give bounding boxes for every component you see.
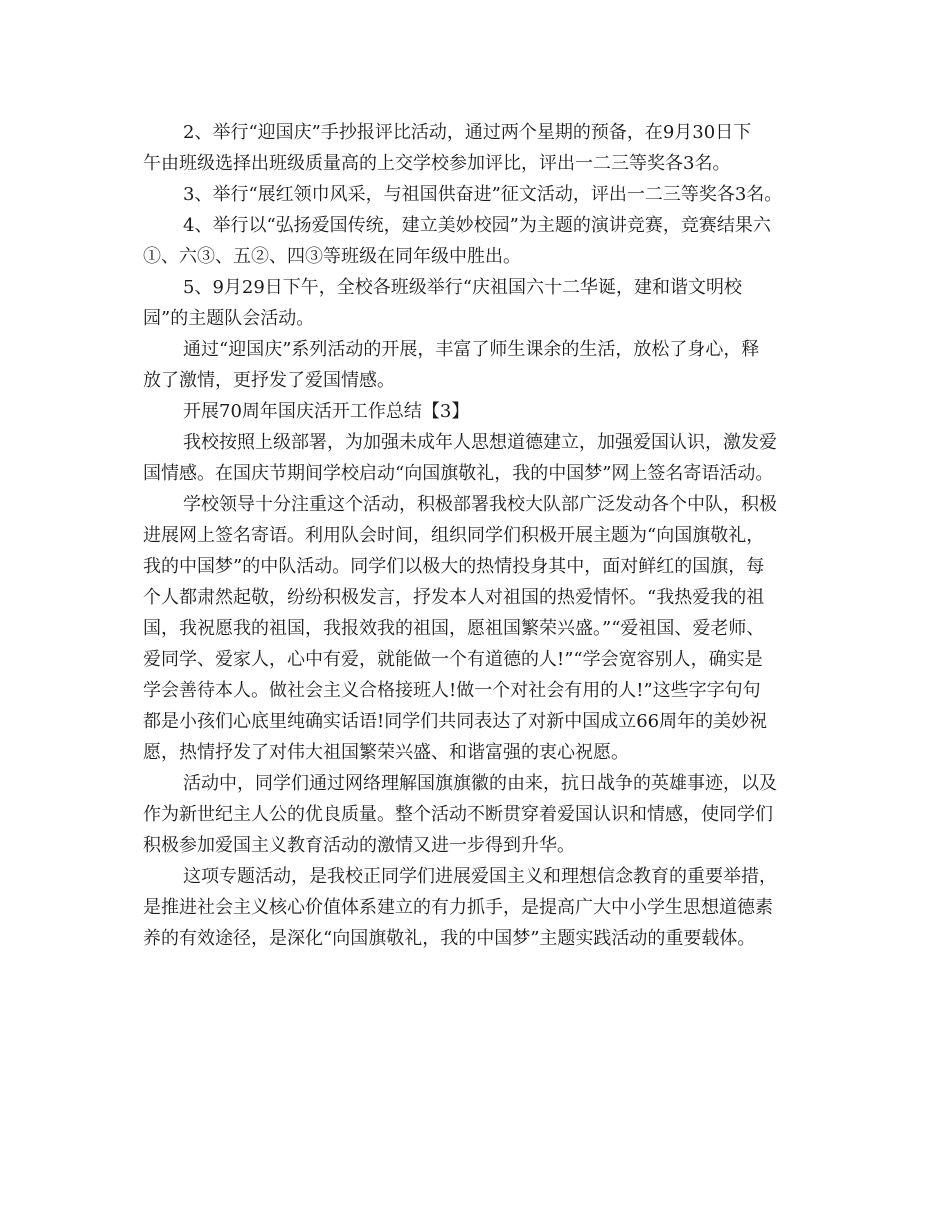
paragraph-line: 我校按照上级部署，为加强未成年人思想道德建立，加强爱国认识，激发爱 bbox=[183, 432, 777, 453]
paragraph-line: 作为新世纪主人公的优良质量。整个活动不断贯穿着爱国认识和情感，使同学们 bbox=[143, 804, 773, 825]
paragraph-line: 午由班级选择出班级质量高的上交学校参加评比，评出一二三等奖各3名。 bbox=[143, 153, 731, 174]
paragraph-line: 活动中，同学们通过网络理解国旗旗徽的由来，抗日战争的英雄事迹，以及 bbox=[183, 773, 777, 794]
paragraph-line: 都是小孩们心底里纯确实话语!同学们共同表达了对新中国成立66周年的美妙祝 bbox=[143, 711, 768, 732]
paragraph-line: 学会善待本人。做社会主义合格接班人!做一个对社会有用的人!”这些字字句句 bbox=[143, 680, 761, 701]
document-body bbox=[143, 117, 815, 954]
paragraph-line: 3、举行“展红领巾风采，与祖国供奋进”征文活动，评出一二三等奖各3名。 bbox=[183, 184, 783, 205]
paragraph-line: 2、举行“迎国庆”手抄报评比活动，通过两个星期的预备，在9月30日下 bbox=[183, 122, 752, 143]
paragraph-line: 积极参加爱国主义教育活动的激情又进一步得到升华。 bbox=[143, 835, 575, 856]
paragraph-line: 通过“迎国庆”系列活动的开展，丰富了师生课余的生活，放松了身心，释 bbox=[183, 339, 760, 360]
paragraph-line: 爱同学、爱家人，心中有爱，就能做一个有道德的人!”“学会宽容别人，确实是 bbox=[143, 649, 763, 670]
paragraph-line: 是推进社会主义核心价值体系建立的有力抓手，是提高广大中小学生思想道德素 bbox=[143, 897, 773, 918]
paragraph-line: 愿，热情抒发了对伟大祖国繁荣兴盛、和谐富强的衷心祝愿。 bbox=[143, 742, 629, 763]
paragraph-line: 学校领导十分注重这个活动，积极部署我校大队部广泛发动各个中队，积极 bbox=[183, 494, 777, 515]
paragraph-line: 这项专题活动，是我校正同学们进展爱国主义和理想信念教育的重要举措， bbox=[183, 866, 777, 887]
paragraph-line: 国情感。在国庆节期间学校启动“向国旗敬礼，我的中国梦”网上签名寄语活动。 bbox=[143, 463, 774, 484]
paragraph-line: 4、举行以“弘扬爱国传统，建立美妙校园”为主题的演讲竞赛，竞赛结果六 bbox=[183, 215, 771, 236]
paragraph-line: 养的有效途径，是深化“向国旗敬礼，我的中国梦”主题实践活动的重要载体。 bbox=[143, 928, 756, 949]
section-heading: 开展70周年国庆活开工作总结【3】 bbox=[183, 401, 470, 422]
paragraph-line: 放了激情，更抒发了爱国情感。 bbox=[143, 370, 395, 391]
paragraph-line: 5、9月29日下午，全校各班级举行“庆祖国六十二华诞，建和谐文明校 bbox=[183, 277, 743, 298]
paragraph-line: 我的中国梦”的中队活动。同学们以极大的热情投身其中，面对鲜红的国旗，每 bbox=[143, 556, 765, 577]
paragraph-line: 进展网上签名寄语。利用队会时间，组织同学们积极开展主题为“向国旗敬礼， bbox=[143, 525, 765, 546]
paragraph-line: ①、六③、五②、四③等班级在同年级中胜出。 bbox=[143, 246, 521, 267]
paragraph-line: 国，我祝愿我的祖国，我报效我的祖国，愿祖国繁荣兴盛。”“爱祖国、爱老师、 bbox=[143, 618, 765, 639]
paragraph-line: 园”的主题队会活动。 bbox=[143, 308, 315, 329]
paragraph-line: 个人都肃然起敬，纷纷积极发言，抒发本人对祖国的热爱情怀。“我热爱我的祖 bbox=[143, 587, 765, 608]
